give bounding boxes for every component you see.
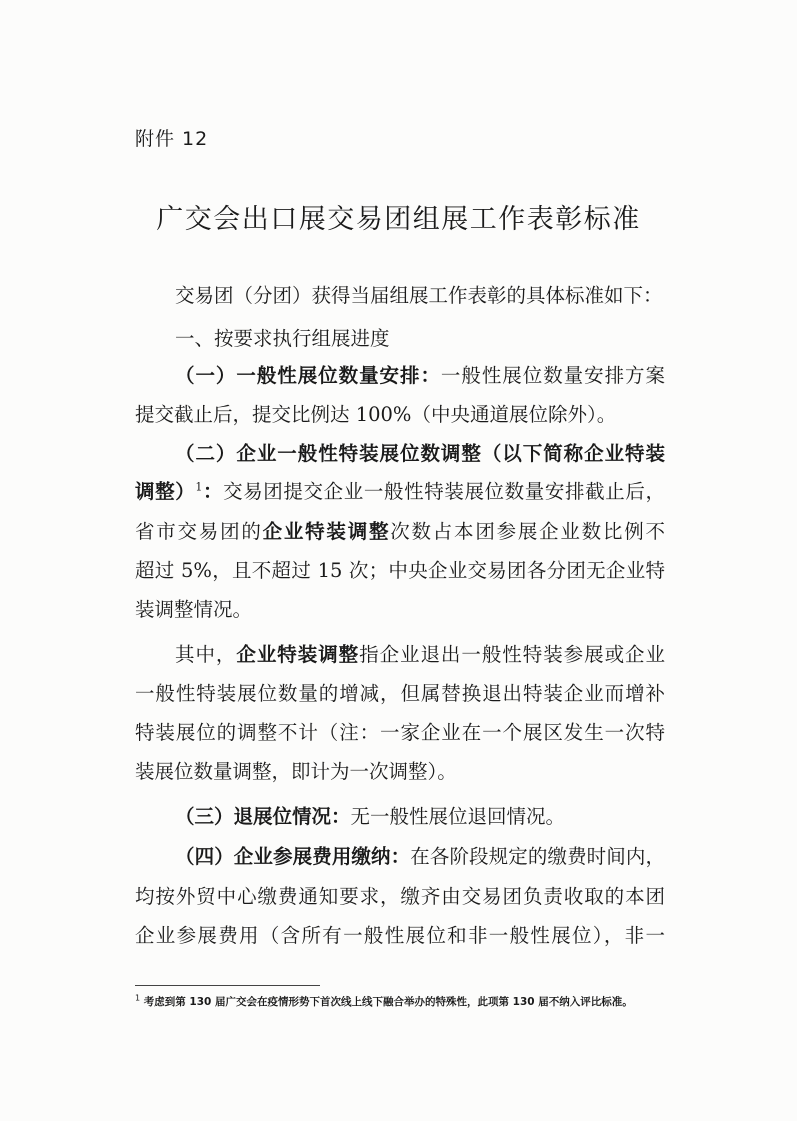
item1-line2: 提交截止后，提交比例达 100%（中央通道展位除外）。 xyxy=(135,403,617,426)
item4-line2: 均按外贸中心缴费通知要求，缴齐由交易团负责收取的本团 xyxy=(135,885,665,908)
item3-text: 无一般性展位退回情况。 xyxy=(350,805,566,828)
item2-label-line1 xyxy=(175,440,665,468)
section1-heading: 一、按要求执行组展进度 xyxy=(175,327,390,350)
item2-text-2: 交易团提交企业一般性特装展位数量安排截止后， xyxy=(223,480,665,503)
footnote-text: 考虑到第 130 届广交会在疫情形势下首次线上线下融合举办的特殊性，此项第 130 届不纳入评比标准。 xyxy=(143,996,633,1008)
footnote-separator xyxy=(135,985,320,986)
document-title: 广交会出口展交易团组展工作表彰标准 xyxy=(156,204,641,235)
item2-note-bold: 企业特装调整 xyxy=(236,643,360,666)
item2-text-3b: 次数占本团参展企业数比例不 xyxy=(390,520,665,543)
item2-label-colon: ： xyxy=(202,480,224,503)
item3-line xyxy=(175,803,665,831)
item3-label: （三）退展位情况： xyxy=(175,805,351,828)
item2-line2 xyxy=(135,478,665,506)
footnote-marker: 1 xyxy=(135,993,141,1003)
item2-line5: 装调整情况。 xyxy=(135,598,253,621)
item2-note-post: 指企业退出一般性特装参展或企业 xyxy=(359,643,665,666)
item2-term-bold: 企业特装调整 xyxy=(262,520,391,543)
item2-note-pre: 其中， xyxy=(175,643,237,666)
item1-line1 xyxy=(175,362,665,390)
item4-label: （四）企业参展费用缴纳： xyxy=(175,845,411,868)
item2-note-line4: 装展位数量调整，即计为一次调整）。 xyxy=(135,760,457,783)
item2-label-2: 调整） xyxy=(135,480,196,503)
item2-line3 xyxy=(135,518,665,546)
item2-label-1: （二）企业一般性特装展位数调整（以下简称企业特装 xyxy=(175,442,665,465)
item2-line4: 超过 5%，且不超过 15 次；中央企业交易团各分团无企业特 xyxy=(135,559,665,582)
attachment-label: 附件 12 xyxy=(135,128,209,150)
item4-line1 xyxy=(175,843,665,871)
item2-text-3a: 省市交易团的 xyxy=(135,520,263,543)
item4-text-1: 在各阶段规定的缴费时间内， xyxy=(410,845,665,868)
item1-text-1: 一般性展位数量安排方案 xyxy=(440,364,665,387)
item2-note-line2: 一般性特装展位数量的增减，但属替换退出特装企业而增补 xyxy=(135,682,665,705)
item2-note-line1 xyxy=(175,641,665,669)
footnote-ref: 1 xyxy=(195,480,203,494)
item4-line3: 企业参展费用（含所有一般性展位和非一般性展位），非一 xyxy=(135,924,665,947)
item1-label: （一）一般性展位数量安排： xyxy=(175,364,441,387)
item2-note-line3: 特装展位的调整不计（注：一家企业在一个展区发生一次特 xyxy=(135,721,665,744)
footnote xyxy=(135,994,633,1009)
intro-paragraph: 交易团（分团）获得当届组展工作表彰的具体标准如下： xyxy=(175,284,663,307)
